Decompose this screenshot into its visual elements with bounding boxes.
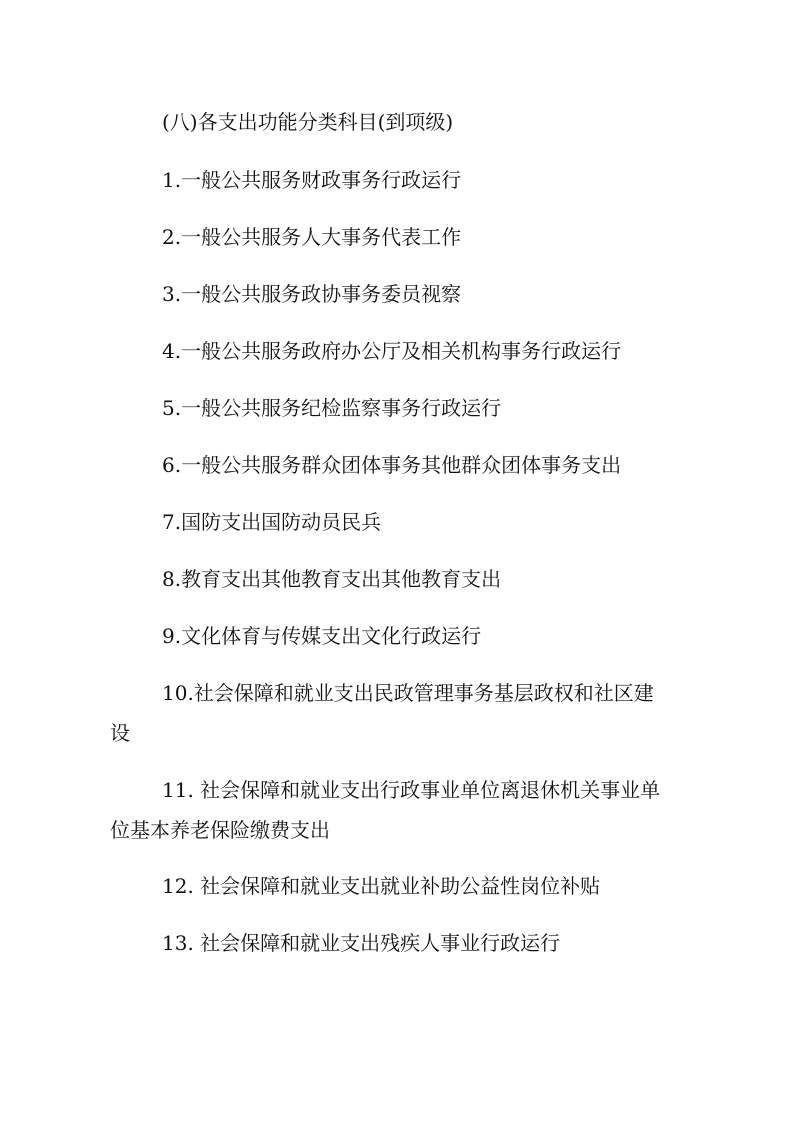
list-item-9: 9.文化体育与传媒支出文化行政运行	[162, 624, 482, 648]
list-item-1: 1.一般公共服务财政事务行政运行	[162, 168, 462, 192]
list-item-11: 11. 社会保障和就业支出行政事业单位离退休机关事业单位基本养老保险缴费支出	[110, 778, 661, 842]
section-heading: (八)各支出功能分类科目(到项级)	[162, 110, 454, 134]
list-item-8: 8.教育支出其他教育支出其他教育支出	[162, 567, 502, 591]
list-item-4: 4.一般公共服务政府办公厅及相关机构事务行政运行	[162, 339, 622, 363]
list-item-6: 6.一般公共服务群众团体事务其他群众团体事务支出	[162, 453, 622, 477]
list-item-12: 12. 社会保障和就业支出就业补助公益性岗位补贴	[162, 874, 601, 898]
list-item-13: 13. 社会保障和就业支出残疾人事业行政运行	[162, 931, 561, 955]
list-item-5: 5.一般公共服务纪检监察事务行政运行	[162, 396, 502, 420]
list-item-3: 3.一般公共服务政协事务委员视察	[162, 282, 462, 306]
list-item-7: 7.国防支出国防动员民兵	[162, 510, 382, 534]
list-item-10: 10.社会保障和就业支出民政管理事务基层政权和社区建设	[110, 681, 654, 745]
list-item-2: 2.一般公共服务人大事务代表工作	[162, 225, 462, 249]
